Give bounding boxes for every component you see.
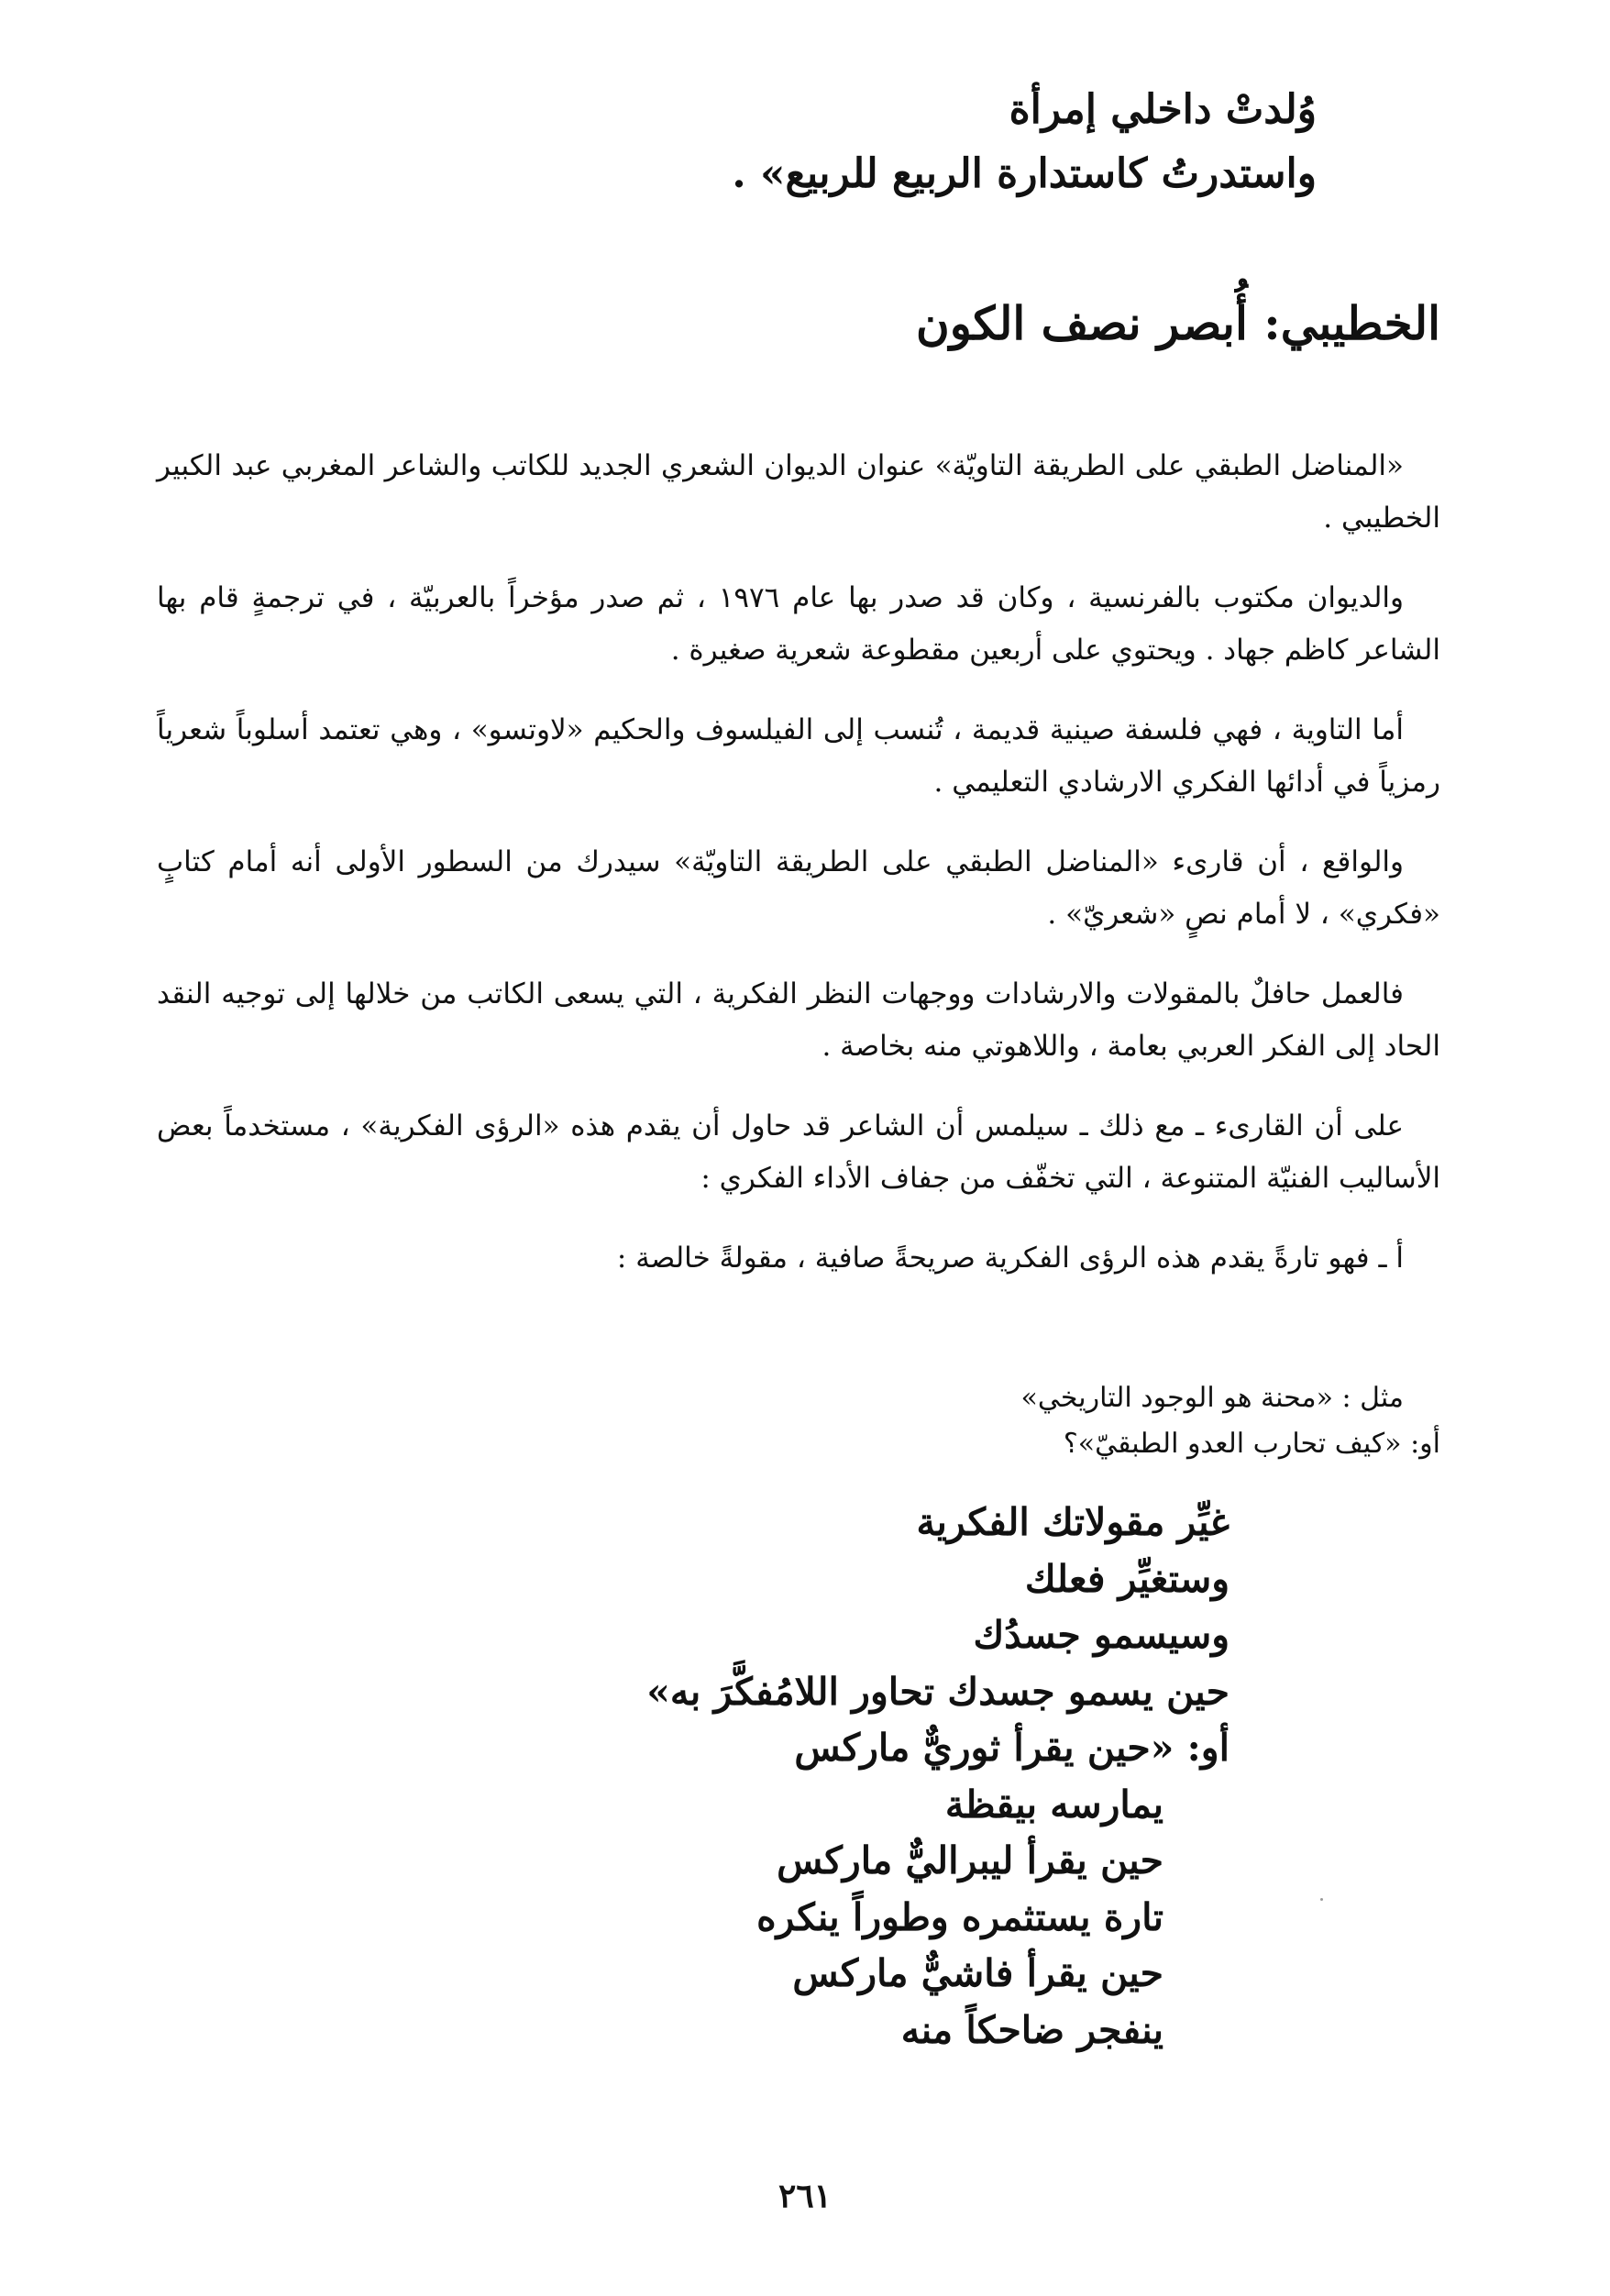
opening-poem-fragment (491, 78, 1317, 206)
poem-line: ينفجر ضاحكاً منه (900, 2007, 1163, 2052)
poem-line: واستدرتُ كاستدارة الربيع للربيع» . (732, 150, 1317, 197)
paragraph: والديوان مكتوب بالفرنسية ، وكان قد صدر بها عام ١٩٧٦ ، ثم صدر مؤخراً بالعربيّة ، في ترجمةٍ قام بها الشاعر كاظم جهاد . ويحتوي على أربعين مقطوعة شعرية صغيرة . (157, 581, 1440, 667)
paragraph: «المناضل الطبقي على الطريقة التاويّة» عنوان الديوان الشعري الجديد للكاتب والشاعر المغربي عبد الكبير الخطيبي . (157, 449, 1440, 535)
examples-block (524, 1375, 1440, 1467)
list-item-a: أ ـ فهو تارةً يقدم هذه الرؤى الفكرية صريحةً صافية ، مقولةً خالصة : (616, 1242, 1404, 1275)
paragraph: فالعمل حافلٌ بالمقولات والارشادات ووجهات النظر الفكرية ، التي يسعى الكاتب من خلالها إلى توجيه النقد الحاد إلى الفكر العربي بعامة ، واللاهوتي منه بخاصة . (157, 977, 1440, 1063)
example-quote-2: أو: «كيف تحارب العدو الطبقيّ»؟ (1063, 1428, 1440, 1460)
page-number: ٢٦١ (777, 2177, 832, 2215)
poem-line: غيِّر مقولاتك الفكرية (916, 1500, 1230, 1544)
paragraph: على أن القارىء ـ مع ذلك ـ سيلمس أن الشاعر قد حاول أن يقدم هذه «الرؤى الفكرية» ، مستخدماً بعض الأساليب الفنيّة المتنوعة ، التي تخفّف من جفاف الأداء الفكري : (157, 1109, 1440, 1195)
article-body (157, 440, 1440, 1321)
poem-line: حين يقرأ فاشيٌّ ماركس (792, 1951, 1163, 1995)
poem-line: أو: «حين يقرأ ثوريٌّ ماركس (794, 1726, 1230, 1770)
paragraph: أما التاوية ، فهي فلسفة صينية قديمة ، تُنسب إلى الفيلسوف والحكيم «لاوتسو» ، وهي تعتمد أسلوباً شعرياً رمزياً في أدائها الفكري الارشادي التعليمي . (157, 713, 1440, 799)
paragraph: والواقع ، أن قارىء «المناضل الطبقي على الطريقة التاويّة» سيدرك من السطور الأولى أنه أمام كتابٍ «فكري» ، لا أمام نصٍ «شعريّ» . (157, 845, 1440, 931)
poem-line: حين يقرأ ليبراليٌّ ماركس (777, 1838, 1163, 1882)
quoted-poem (313, 1495, 1230, 2059)
poem-line: تارة يستثمره وطوراً ينكره (756, 1894, 1163, 1939)
poem-line: وستغيِّر فعلك (1024, 1556, 1230, 1601)
section-title: الخطيبي: أُبصر نصف الكون (915, 296, 1440, 350)
poem-line: حين يسمو جسدك تحاور اللامُفكَّرَ به» (646, 1669, 1230, 1714)
poem-line: يمارسه بيقظة (944, 1782, 1163, 1827)
example-quote-1: مثل : «محنة هو الوجود التاريخي» (1020, 1382, 1404, 1414)
scan-speck (1320, 1898, 1323, 1901)
poem-line: وسيسمو جسدُك (973, 1613, 1230, 1657)
poem-line: وُلدتْ داخلي إمرأة (1009, 86, 1317, 133)
